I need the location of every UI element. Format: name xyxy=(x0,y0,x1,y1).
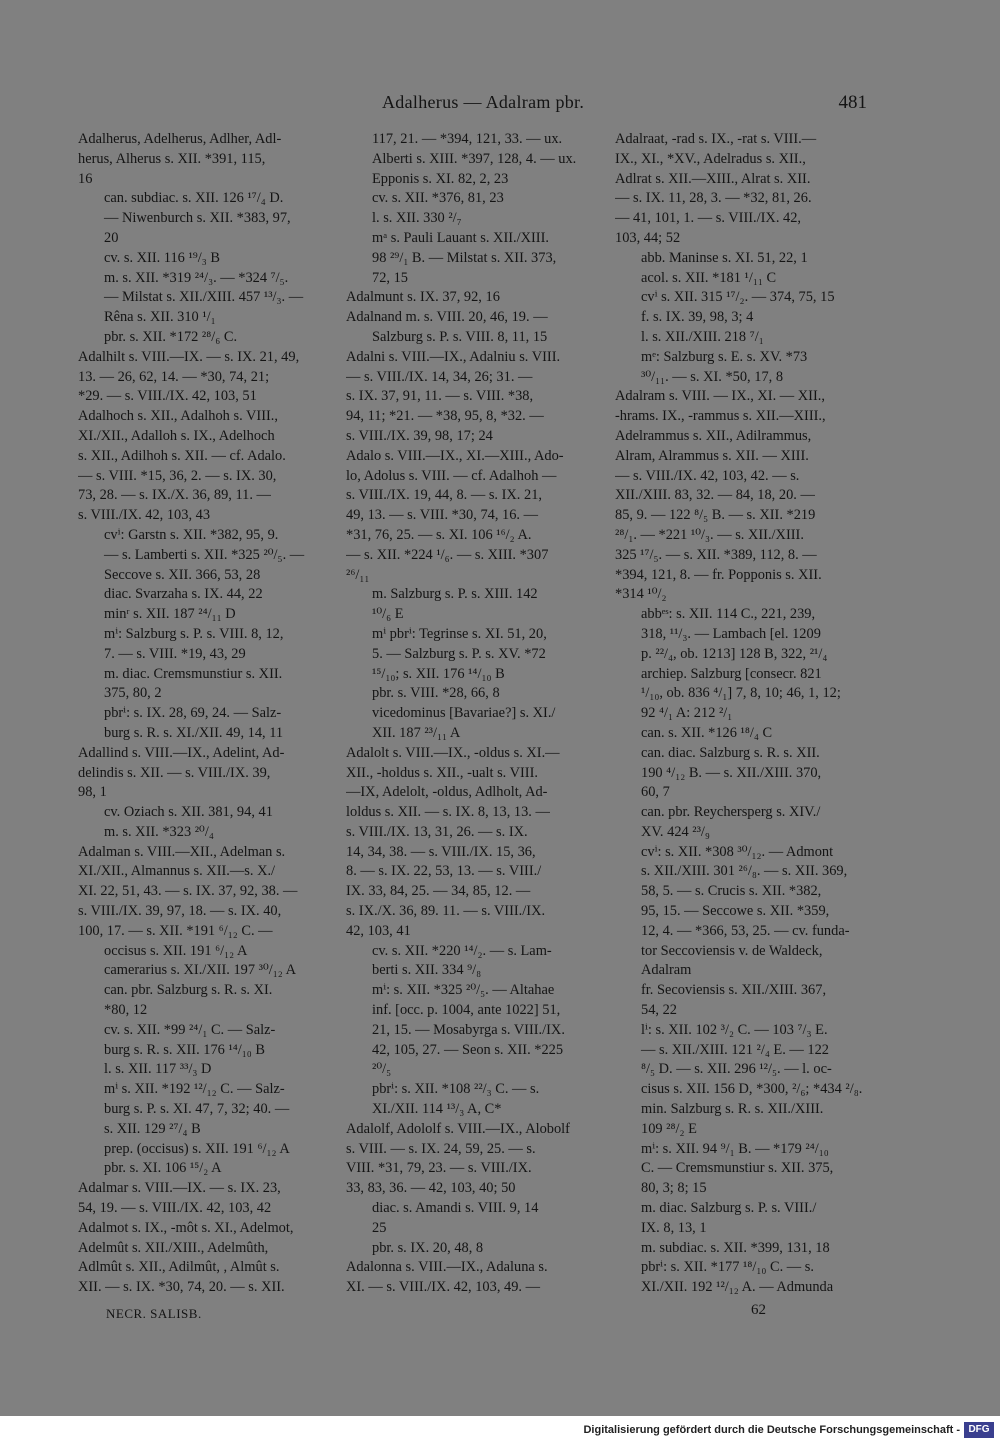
entry-line: 33, 83, 36. — 42, 103, 40; 50 xyxy=(346,1180,516,1197)
entry-line: —IX, Adelolt, -oldus, Adlholt, Ad- xyxy=(346,784,548,801)
entry-line: m. diac. Salzburg s. P. s. VIII./ xyxy=(641,1200,817,1217)
entry-line: XI./XII., Adalloh s. IX., Adelhoch xyxy=(78,427,275,444)
entry-line: s. VIII./IX. 42, 103, 43 xyxy=(78,507,211,524)
entry-line: 7. — s. VIII. *19, 43, 29 xyxy=(104,645,246,662)
entry-line: min. Salzburg s. R. s. XII./XIII. xyxy=(641,1101,824,1118)
entry-line: diac. Svarzaha s. IX. 44, 22 xyxy=(104,586,263,603)
entry-line: s. XII. 129 ²⁷/₄ B xyxy=(104,1120,201,1137)
entry-line: — Niwenburch s. XII. *383, 97, xyxy=(104,210,291,227)
entry-line: m. subdiac. s. XII. *399, 131, 18 xyxy=(641,1239,830,1256)
entry-line: s. XII., Adilhoh s. XII. — cf. Adalo. xyxy=(78,447,286,464)
entry-line: — s. VIII./IX. 42, 103, 42. — s. xyxy=(615,467,800,484)
footer-signature: 62 xyxy=(751,1302,766,1318)
entry-line: 5. — Salzburg s. P. s. XV. *72 xyxy=(372,645,546,662)
entry-line: Rêna s. XII. 310 ¹/₁ xyxy=(104,309,216,326)
entry-line: m. s. XII. *319 ²⁴/₃. — *324 ⁷/₅. xyxy=(104,269,289,286)
entry-line: pbr. s. XI. 106 ¹⁵/₂ A xyxy=(104,1160,222,1177)
entry-line: lⁱ: s. XII. 102 ³/₂ C. — 103 ⁷/₃ E. xyxy=(641,1021,828,1038)
entry-line: loldus s. XII. — s. IX. 8, 13, 13. — xyxy=(346,804,550,821)
digitization-bar xyxy=(0,1416,1000,1445)
entry-line: Alram, Alrammus s. XII. — XIII. xyxy=(615,447,809,464)
entry-line: ²⁸/₁. — *221 ¹⁰/₃. — s. XII./XIII. xyxy=(615,526,804,543)
entry-line: Adelmût s. XII./XIII., Adelmûth, xyxy=(78,1239,269,1256)
entry-line: mⁱ s. XII. *192 ¹²/₁₂ C. — Salz- xyxy=(104,1081,285,1098)
entry-line: VIII. *31, 79, 23. — s. VIII./IX. xyxy=(346,1160,532,1177)
entry-line: 85, 9. — 122 ⁸/₅ B. — s. XII. *219 xyxy=(615,507,816,524)
entry-line: can. pbr. Salzburg s. R. s. XI. xyxy=(104,982,273,999)
entry-line: can. subdiac. s. XII. 126 ¹⁷/₄ D. xyxy=(104,190,284,207)
running-head-title: Adalherus — Adalram pbr. xyxy=(382,92,585,112)
entry-line: pbrⁱ: s. XII. *108 ²²/₃ C. — s. xyxy=(372,1081,540,1098)
entry-line: 72, 15 xyxy=(372,269,408,286)
entry-line: l. s. XII./XIII. 218 ⁷/₁ xyxy=(641,328,764,345)
entry-line: 80, 3; 8; 15 xyxy=(641,1180,707,1197)
entry-line: l. s. XII. 330 ²/₇ xyxy=(372,210,462,227)
entry-line: 103, 44; 52 xyxy=(615,229,681,246)
entry-line: can. diac. Salzburg s. R. s. XII. xyxy=(641,744,820,761)
entry-line: Adalherus, Adelherus, Adlher, Adl- xyxy=(78,131,282,147)
entry-line: Epponis s. XI. 82, 2, 23 xyxy=(372,170,509,187)
entry-line: Adalman s. VIII.—XII., Adelman s. xyxy=(78,843,286,860)
digitization-notice: Digitalisierung gefördert durch die Deutsche Forschungsgemeinschaft - xyxy=(583,1424,960,1436)
entry-line: mⁱ: Salzburg s. P. s. VIII. 8, 12, xyxy=(104,625,284,642)
entry-line: XII./XIII. 83, 32. — 84, 18, 20. — xyxy=(615,487,815,504)
entry-line: — s. VIII. *15, 36, 2. — s. IX. 30, xyxy=(78,467,277,484)
entry-line: cv. s. XII. *220 ¹⁴/₂. — s. Lam- xyxy=(372,942,552,959)
entry-line: ¹⁰/₆ E xyxy=(372,606,404,623)
entry-line: cisus s. XII. 156 D, *300, ²/₆; *434 ²/₈. xyxy=(641,1081,863,1098)
page-number: 481 xyxy=(838,92,867,113)
entry-line: ¹⁵/₁₀; s. XII. 176 ¹⁴/₁₀ B xyxy=(372,665,505,682)
entry-line: IX. 8, 13, 1 xyxy=(641,1219,707,1236)
entry-line: 98, 1 xyxy=(78,784,107,801)
entry-line: prep. (occisus) s. XII. 191 ⁶/₁₂ A xyxy=(104,1140,290,1157)
entry-line: — s. XII./XIII. 121 ²/₄ E. — 122 xyxy=(641,1041,829,1058)
entry-line: XV. 424 ²³/₉ xyxy=(641,823,710,840)
entry-line: — s. IX. 11, 28, 3. — *32, 81, 26. xyxy=(615,190,812,207)
entry-line: m. s. XII. *323 ²⁰/₄ xyxy=(104,823,214,840)
entry-line: abb. Maninse s. XI. 51, 22, 1 xyxy=(641,249,808,266)
entry-line: 20 xyxy=(104,229,119,246)
entry-line: *31, 76, 25. — s. XI. 106 ¹⁶/₂ A. xyxy=(346,526,532,543)
entry-line: herus, Alherus s. XII. *391, 115, xyxy=(78,150,266,167)
entry-line: 49, 13. — s. VIII. *30, 74, 16. — xyxy=(346,507,539,524)
entry-line: Adlmût s. XII., Adilmût, , Almût s. xyxy=(78,1259,280,1276)
entry-line: — s. Lamberti s. XII. *325 ²⁰/₅. — xyxy=(104,546,305,563)
entry-line: C. — Cremsmunstiur s. XII. 375, xyxy=(641,1160,834,1177)
entry-line: delindis s. XII. — s. VIII./IX. 39, xyxy=(78,764,271,781)
entry-line: mⁱ: s. XII. 94 ⁹/₁ B. — *179 ²⁴/₁₀ xyxy=(641,1140,829,1157)
entry-line: abbᵉˢ: s. XII. 114 C., 221, 239, xyxy=(641,606,816,623)
entry-line: Adalhoch s. XII., Adalhoh s. VIII., xyxy=(78,408,278,425)
entry-line: berti s. XII. 334 ⁹/₈ xyxy=(372,962,482,979)
entry-line: cvⁱ: Garstn s. XII. *382, 95, 9. xyxy=(104,526,279,543)
entry-line: IX. 33, 84, 25. — 34, 85, 12. — xyxy=(346,883,531,900)
entry-line: Adalmunt s. IX. 37, 92, 16 xyxy=(346,289,500,306)
entry-line: *314 ¹⁰/₂ xyxy=(615,586,667,603)
entry-line: Adlrat s. XII.—XIII., Alrat s. XII. xyxy=(615,170,811,187)
entry-line: 95, 15. — Seccowe s. XII. *359, xyxy=(641,903,830,920)
entry-line: 100, 17. — s. XII. *191 ⁶/₁₂ C. — xyxy=(78,922,273,939)
entry-line: Salzburg s. P. s. VIII. 8, 11, 15 xyxy=(372,328,548,345)
entry-line: cv. s. XII. *376, 81, 23 xyxy=(372,190,504,207)
entry-line: 73, 28. — s. IX./X. 36, 89, 11. — xyxy=(78,487,271,504)
entry-line: l. s. XII. 117 ³³/₃ D xyxy=(104,1061,212,1078)
entry-line: occisus s. XII. 191 ⁶/₁₂ A xyxy=(104,942,248,959)
entry-line: Adalni s. VIII.—IX., Adalniu s. VIII. xyxy=(346,348,561,365)
entry-line: ²⁶/₁₁ xyxy=(346,566,370,583)
entry-line xyxy=(346,1298,614,1300)
entry-line: 60, 7 xyxy=(641,784,670,801)
entry-line: 190 ⁴/₁₂ B. — s. XII./XIII. 370, xyxy=(641,764,822,781)
entry-line: Adelrammus s. XII., Adilrammus, xyxy=(615,427,812,444)
entry-line: f. s. IX. 39, 98, 3; 4 xyxy=(641,309,754,326)
entry-line: 375, 80, 2 xyxy=(104,685,162,702)
entry-line: pbr. s. IX. 20, 48, 8 xyxy=(372,1239,484,1256)
entry-line: 92 ⁴/₁ A: 212 ²/₁ xyxy=(641,705,733,722)
entry-line: fr. Secoviensis s. XII./XIII. 367, xyxy=(641,982,827,999)
entry-line: camerarius s. XI./XII. 197 ³⁰/₁₂ A xyxy=(104,962,296,979)
entry-line: *80, 12 xyxy=(104,1002,148,1019)
entry-line: inf. [occ. p. 1004, ante 1022] 51, xyxy=(372,1002,561,1019)
entry-line: 94, 11; *21. — *38, 95, 8, *32. — xyxy=(346,408,544,425)
entry-line: 42, 105, 27. — Seon s. XII. *225 xyxy=(372,1041,564,1058)
entry-line: ³⁰/₁₁. — s. XI. *50, 17, 8 xyxy=(641,368,784,385)
entry-line: mᵉ: Salzburg s. E. s. XV. *73 xyxy=(641,348,808,365)
entry-line: mⁱ: s. XII. *325 ²⁰/₅. — Altahae xyxy=(372,982,555,999)
entry-line: *394, 121, 8. — fr. Popponis s. XII. xyxy=(615,566,822,583)
entry-line: XII. 187 ²³/₁₁ A xyxy=(372,724,461,741)
entry-line: Adalram xyxy=(641,962,692,979)
entry-line: Seccove s. XII. 366, 53, 28 xyxy=(104,566,261,583)
dfg-logo-icon: DFG xyxy=(964,1422,994,1438)
entry-line xyxy=(78,1298,346,1300)
entry-line: Adalnand m. s. VIII. 20, 46, 19. — xyxy=(346,309,548,326)
entry-line: Adalolf, Adololf s. VIII.—IX., Alobolf xyxy=(346,1120,570,1137)
entry-line: tor Seccoviensis v. de Waldeck, xyxy=(641,942,823,959)
entry-line: s. VIII./IX. 19, 44, 8. — s. IX. 21, xyxy=(346,487,542,504)
entry-line: lo, Adolus s. VIII. — cf. Adalhoh — xyxy=(346,467,557,484)
entry-line: Adalmot s. IX., -môt s. XI., Adelmot, xyxy=(78,1219,294,1236)
entry-line: p. ²²/₄, ob. 1213] 128 B, 322, ²¹/₄ xyxy=(641,645,828,662)
entry-line: 42, 103, 41 xyxy=(346,922,411,939)
entry-line: can. pbr. Reychersperg s. XIV./ xyxy=(641,804,821,821)
entry-line: vicedominus [Bavariae?] s. XI./ xyxy=(372,705,556,722)
entry-line: pbr. s. VIII. *28, 66, 8 xyxy=(372,685,500,702)
entry-line: Adalo s. VIII.—IX., XI.—XIII., Ado- xyxy=(346,447,564,464)
entry-line: mⁱ pbrⁱ: Tegrinse s. XI. 51, 20, xyxy=(372,625,547,642)
entry-line: acol. s. XII. *181 ¹/₁₁ C xyxy=(641,269,777,286)
entry-line: 8. — s. IX. 22, 53, 13. — s. VIII./ xyxy=(346,863,542,880)
text-column-1 xyxy=(78,130,346,1300)
entry-line: XII., -holdus s. XII., -ualt s. VIII. xyxy=(346,764,538,781)
entry-line: — s. XII. *224 ¹/₆. — s. XIII. *307 xyxy=(346,546,549,563)
entry-line: burg s. R. s. XII. 176 ¹⁴/₁₀ B xyxy=(104,1041,266,1058)
entry-line: 21, 15. — Mosabyrga s. VIII./IX. xyxy=(372,1021,565,1038)
entry-line: XI./XII. 114 ¹³/₃ A, C* xyxy=(372,1101,502,1118)
footer-source-label: NECR. SALISB. xyxy=(106,1306,202,1321)
entry-line: — Milstat s. XII./XIII. 457 ¹³/₃. — xyxy=(104,289,304,306)
entry-line: cv. s. XII. *99 ²⁴/₁ C. — Salz- xyxy=(104,1021,276,1038)
entry-line: Adallind s. VIII.—IX., Adelint, Ad- xyxy=(78,744,285,761)
entry-line: s. XII./XIII. 301 ²⁶/₈. — s. XII. 369, xyxy=(641,863,848,880)
entry-line: XI./XII. 192 ¹²/₁₂ A. — Admunda xyxy=(641,1279,834,1296)
entry-line: cv. s. XII. 116 ¹⁹/₃ B xyxy=(104,249,221,266)
entry-line: cv. Oziach s. XII. 381, 94, 41 xyxy=(104,804,273,821)
entry-line: mᵃ s. Pauli Lauant s. XII./XIII. xyxy=(372,229,549,246)
entry-line: 109 ²⁸/₂ E xyxy=(641,1120,697,1137)
entry-line: XII. — s. IX. *30, 74, 20. — s. XII. xyxy=(78,1279,285,1296)
entry-line: s. VIII./IX. 39, 97, 18. — s. IX. 40, xyxy=(78,903,282,920)
entry-line: Adalolt s. VIII.—IX., -oldus s. XI.— xyxy=(346,744,560,761)
entry-line: 54, 19. — s. VIII./IX. 42, 103, 42 xyxy=(78,1200,272,1217)
entry-line: 318, ¹¹/₃. — Lambach [el. 1209 xyxy=(641,625,821,642)
entry-line: 117, 21. — *394, 121, 33. — ux. xyxy=(372,131,563,147)
entry-line: XI. — s. VIII./IX. 42, 103, 49. — xyxy=(346,1279,540,1296)
entry-line xyxy=(615,1298,883,1300)
entry-line: 14, 34, 38. — s. VIII./IX. 15, 36, xyxy=(346,843,536,860)
entry-line: Alberti s. XIII. *397, 128, 4. — ux. xyxy=(372,150,577,167)
entry-line: Adalonna s. VIII.—IX., Adaluna s. xyxy=(346,1259,548,1276)
text-column-3 xyxy=(615,130,883,1300)
entry-line: 12, 4. — *366, 53, 25. — cv. funda- xyxy=(641,922,850,939)
entry-line: s. IX. 37, 91, 11. — s. VIII. *38, xyxy=(346,388,534,405)
entry-line: minʳ s. XII. 187 ²⁴/₁₁ D xyxy=(104,606,236,623)
entry-line: burg s. R. s. XI./XII. 49, 14, 11 xyxy=(104,724,284,741)
entry-line: cvⁱ: s. XII. *308 ³⁰/₁₂. — Admont xyxy=(641,843,834,860)
entry-line: pbrⁱ: s. IX. 28, 69, 24. — Salz- xyxy=(104,705,282,722)
entry-line: ²⁰/₅ xyxy=(372,1061,392,1078)
entry-line: s. VIII./IX. 13, 31, 26. — s. IX. xyxy=(346,823,528,840)
entry-line: s. IX./X. 36, 89. 11. — s. VIII./IX. xyxy=(346,903,546,920)
entry-line: cvⁱ s. XII. 315 ¹⁷/₂. — 374, 75, 15 xyxy=(641,289,835,306)
entry-line: Adalhilt s. VIII.—IX. — s. IX. 21, 49, xyxy=(78,348,300,365)
entry-line: -hrams. IX., -rammus s. XII.—XIII., xyxy=(615,408,826,425)
entry-line: — 41, 101, 1. — s. VIII./IX. 42, xyxy=(615,210,802,227)
entry-line: XI. 22, 51, 43. — s. IX. 37, 92, 38. — xyxy=(78,883,298,900)
entry-line: diac. s. Amandi s. VIII. 9, 14 xyxy=(372,1200,539,1217)
entry-line: 325 ¹⁷/₅. — s. XII. *389, 112, 8. — xyxy=(615,546,817,563)
entry-line: XI./XII., Almannus s. XII.—s. X./ xyxy=(78,863,276,880)
entry-line: Adalraat, -rad s. IX., -rat s. VIII.— xyxy=(615,131,817,147)
entry-line: s. VIII./IX. 39, 98, 17; 24 xyxy=(346,427,493,444)
entry-line: ⁸/₅ D. — s. XII. 296 ¹²/₅. — l. oc- xyxy=(641,1061,832,1078)
entry-line: ¹/₁₀, ob. 836 ⁴/₁] 7, 8, 10; 46, 1, 12; xyxy=(641,685,841,702)
entry-line: *29. — s. VIII./IX. 42, 103, 51 xyxy=(78,388,257,405)
entry-line: Adalmar s. VIII.—IX. — s. IX. 23, xyxy=(78,1180,281,1197)
entry-line: 25 xyxy=(372,1219,387,1236)
entry-line: archiep. Salzburg [consecr. 821 xyxy=(641,665,822,682)
entry-line: 54, 22 xyxy=(641,1002,677,1019)
entry-line: burg s. P. s. XI. 47, 7, 32; 40. — xyxy=(104,1101,290,1118)
entry-line: 16 xyxy=(78,170,93,187)
text-column-2 xyxy=(346,130,614,1300)
entry-line: pbr. s. XII. *172 ²⁸/₆ C. xyxy=(104,328,238,345)
entry-line: 13. — 26, 62, 14. — *30, 74, 21; xyxy=(78,368,270,385)
entry-line: m. Salzburg s. P. s. XIII. 142 xyxy=(372,586,538,603)
entry-line: m. diac. Cremsmunstiur s. XII. xyxy=(104,665,283,682)
entry-line: pbrⁱ: s. XII. *177 ¹⁸/₁₀ C. — s. xyxy=(641,1259,814,1276)
entry-line: 58, 5. — s. Crucis s. XII. *382, xyxy=(641,883,822,900)
entry-line: 98 ²⁹/₁ B. — Milstat s. XII. 373, xyxy=(372,249,557,266)
entry-line: Adalram s. VIII. — IX., XI. — XII., xyxy=(615,388,825,405)
running-header xyxy=(0,92,1000,120)
entry-line: s. VIII. — s. IX. 24, 59, 25. — s. xyxy=(346,1140,536,1157)
entry-line: IX., XI., *XV., Adelradus s. XII., xyxy=(615,150,806,167)
entry-line: can. s. XII. *126 ¹⁸/₄ C xyxy=(641,724,773,741)
entry-line: — s. VIII./IX. 14, 34, 26; 31. — xyxy=(346,368,533,385)
